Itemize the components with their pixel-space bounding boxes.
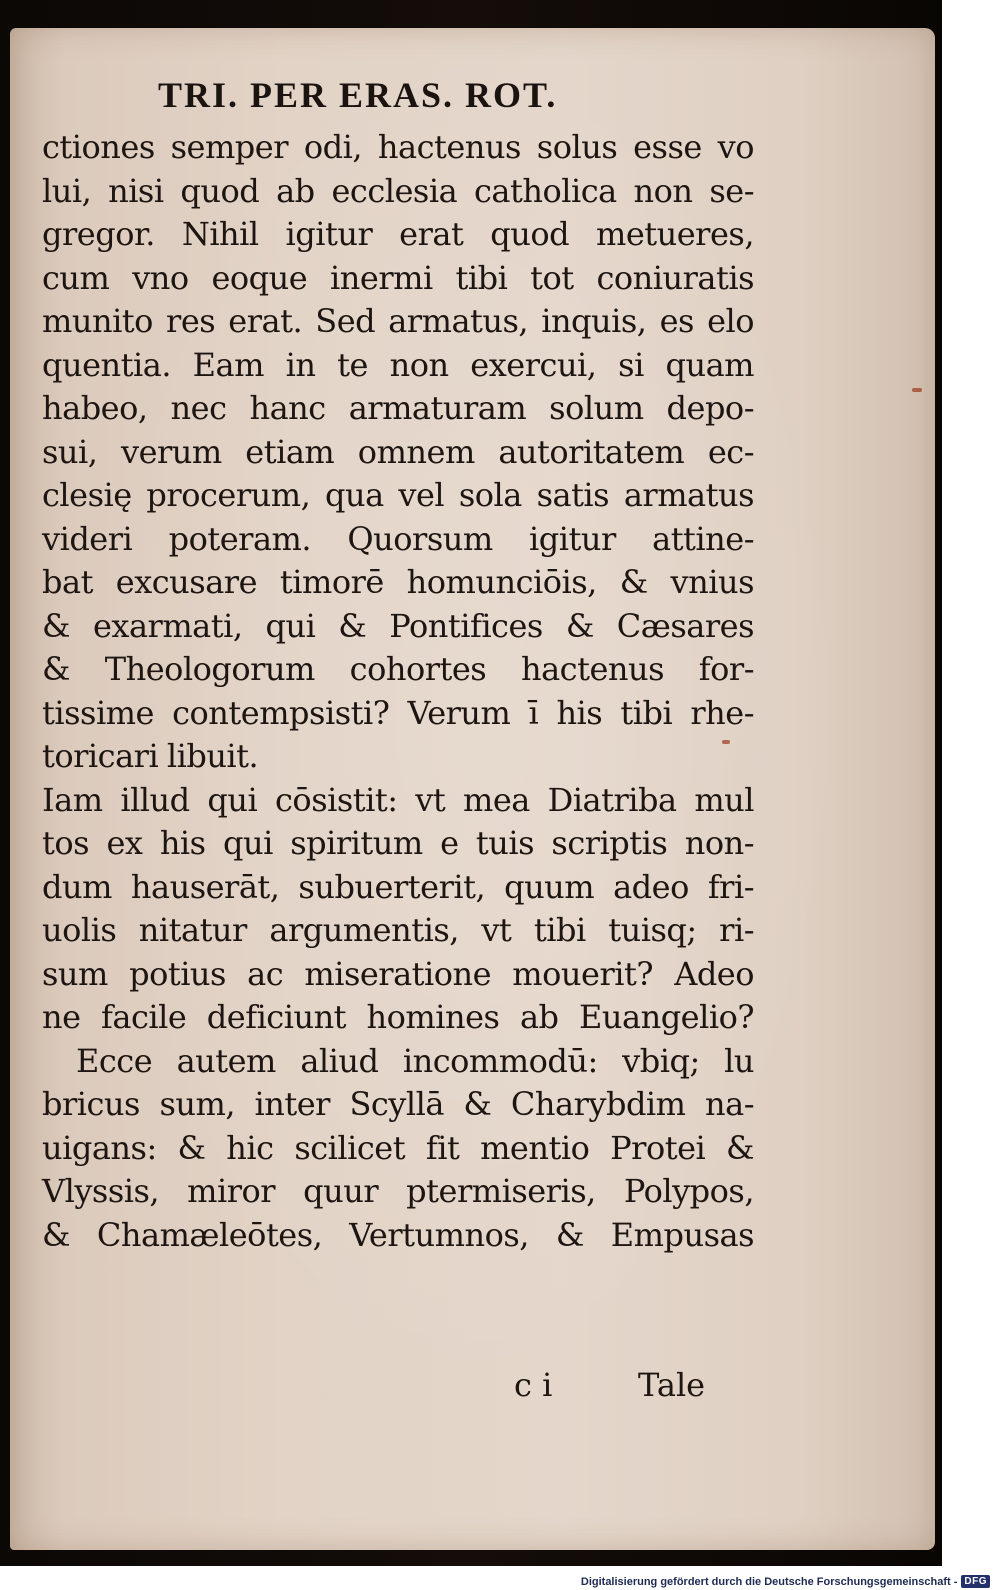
- text-line: sum potius ac miseratione mouerit? Adeo: [42, 954, 754, 993]
- ink-speck: [912, 388, 922, 392]
- text-line: tissime contempsisti? Verum ī his tibi rhe-: [42, 693, 754, 732]
- text-line: cum vno eoque inermi tibi tot coniuratis: [42, 258, 754, 297]
- text-line: munito res erat. Sed armatus, inquis, es elo: [42, 302, 754, 340]
- text-line: Iam illud qui cōsistit: vt mea Diatriba mul: [42, 780, 754, 819]
- text-line: habeo, nec hanc armaturam solum depo-: [42, 389, 754, 427]
- text-line: quentia. Eam in te non exercui, si quam: [42, 345, 754, 384]
- running-head: TRI. PER ERAS. ROT.: [158, 75, 558, 115]
- body-text: [42, 126, 754, 1404]
- text-line: Vlyssis, miror quur ptermiseris, Polypos,: [42, 1172, 754, 1210]
- text-line: videri poteram. Quorsum igitur attine-: [42, 519, 754, 558]
- text-line: & Chamæleōtes, Vertumnos, & Empusas: [42, 1215, 754, 1254]
- text-line: toricari libuit.: [42, 737, 259, 775]
- dfg-logo: DFG: [961, 1575, 990, 1588]
- catchword: Tale: [638, 1366, 706, 1404]
- text-line: uolis nitatur argumentis, vt tibi tuisq; ri-: [42, 911, 754, 949]
- text-line: uigans: & hic scilicet fit mentio Protei &: [42, 1128, 754, 1167]
- text-line: bricus sum, inter Scyllā & Charybdim na-: [42, 1085, 754, 1123]
- text-line: bat excusare timorē homunciōis, & vnius: [42, 563, 754, 601]
- book-page: [10, 28, 935, 1550]
- text-line: tos ex his qui spiritum e tuis scriptis non-: [42, 824, 754, 862]
- ink-speck: [722, 740, 730, 744]
- text-line: Ecce autem aliud incommodū: vbiq; lu: [76, 1041, 754, 1080]
- text-line: ctiones semper odi, hactenus solus esse vo: [42, 128, 754, 166]
- text-line: lui, nisi quod ab ecclesia catholica non se-: [42, 171, 754, 210]
- signature-mark: c i: [514, 1366, 553, 1404]
- text-line: clesię procerum, qua vel sola satis armatus: [42, 476, 754, 514]
- text-line: gregor. Nihil igitur erat quod metueres,: [42, 215, 754, 253]
- text-line: sui, verum etiam omnem autoritatem ec-: [42, 432, 754, 471]
- funding-credit: Digitalisierung gefördert durch die Deutsche Forschungsgemeinschaft -: [580, 1575, 958, 1588]
- text-line: & exarmati, qui & Pontifices & Cæsares: [42, 606, 754, 645]
- text-line: dum hauserāt, subuerterit, quum adeo fri-: [42, 867, 754, 906]
- digitization-footer: [581, 1575, 990, 1588]
- text-line: & Theologorum cohortes hactenus for-: [42, 650, 754, 688]
- text-line: ne facile deficiunt homines ab Euangelio?: [42, 998, 754, 1036]
- page-foot: [42, 1364, 754, 1408]
